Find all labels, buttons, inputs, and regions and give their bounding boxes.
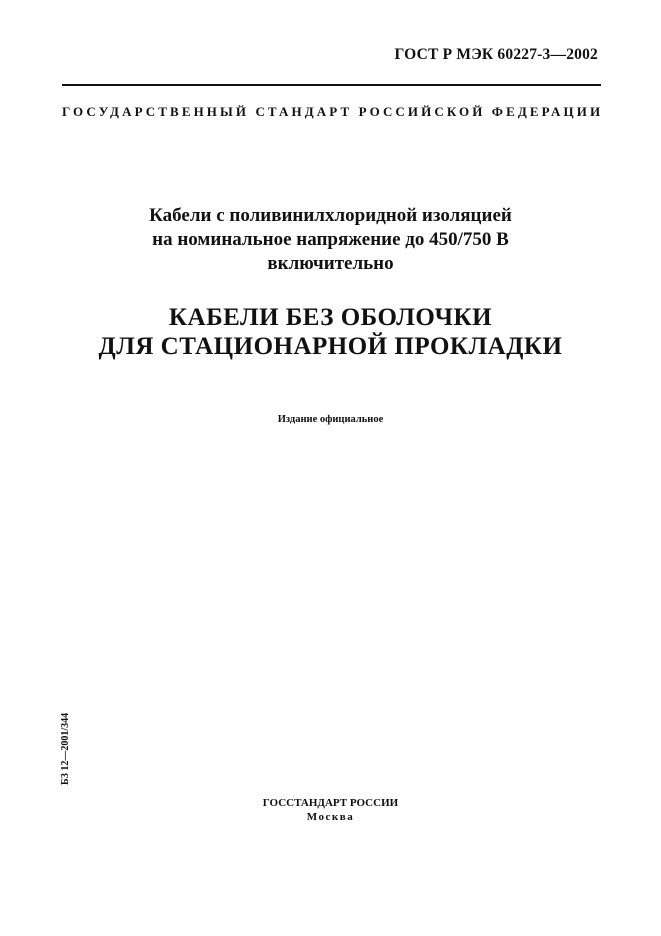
document-subtitle (60, 204, 601, 276)
publisher-block (60, 796, 601, 824)
document-title (60, 303, 601, 361)
publisher-name: ГОССТАНДАРТ РОССИИ (262, 797, 399, 809)
edition-note: Издание официальное (277, 414, 384, 425)
publisher-city: Москва (306, 811, 355, 823)
subtitle-line-3: включительно (267, 253, 394, 274)
standard-code: ГОСТ Р МЭК 60227-3—2002 (394, 46, 598, 63)
subtitle-line-2: на номинальное напряжение до 450/750 В (152, 229, 509, 250)
title-line-1: КАБЕЛИ БЕЗ ОБОЛОЧКИ (168, 304, 493, 331)
state-standard-heading: ГОСУДАРСТВЕННЫЙ СТАНДАРТ РОССИЙСКОЙ ФЕДЕРАЦИИ (62, 104, 604, 119)
title-line-2: ДЛЯ СТАЦИОНАРНОЙ ПРОКЛАДКИ (98, 333, 563, 360)
header-divider (62, 84, 601, 86)
subtitle-line-1: Кабели с поливинилхлоридной изоляцией (149, 205, 512, 226)
side-catalog-code: БЗ 12—2001/344 (60, 712, 71, 785)
